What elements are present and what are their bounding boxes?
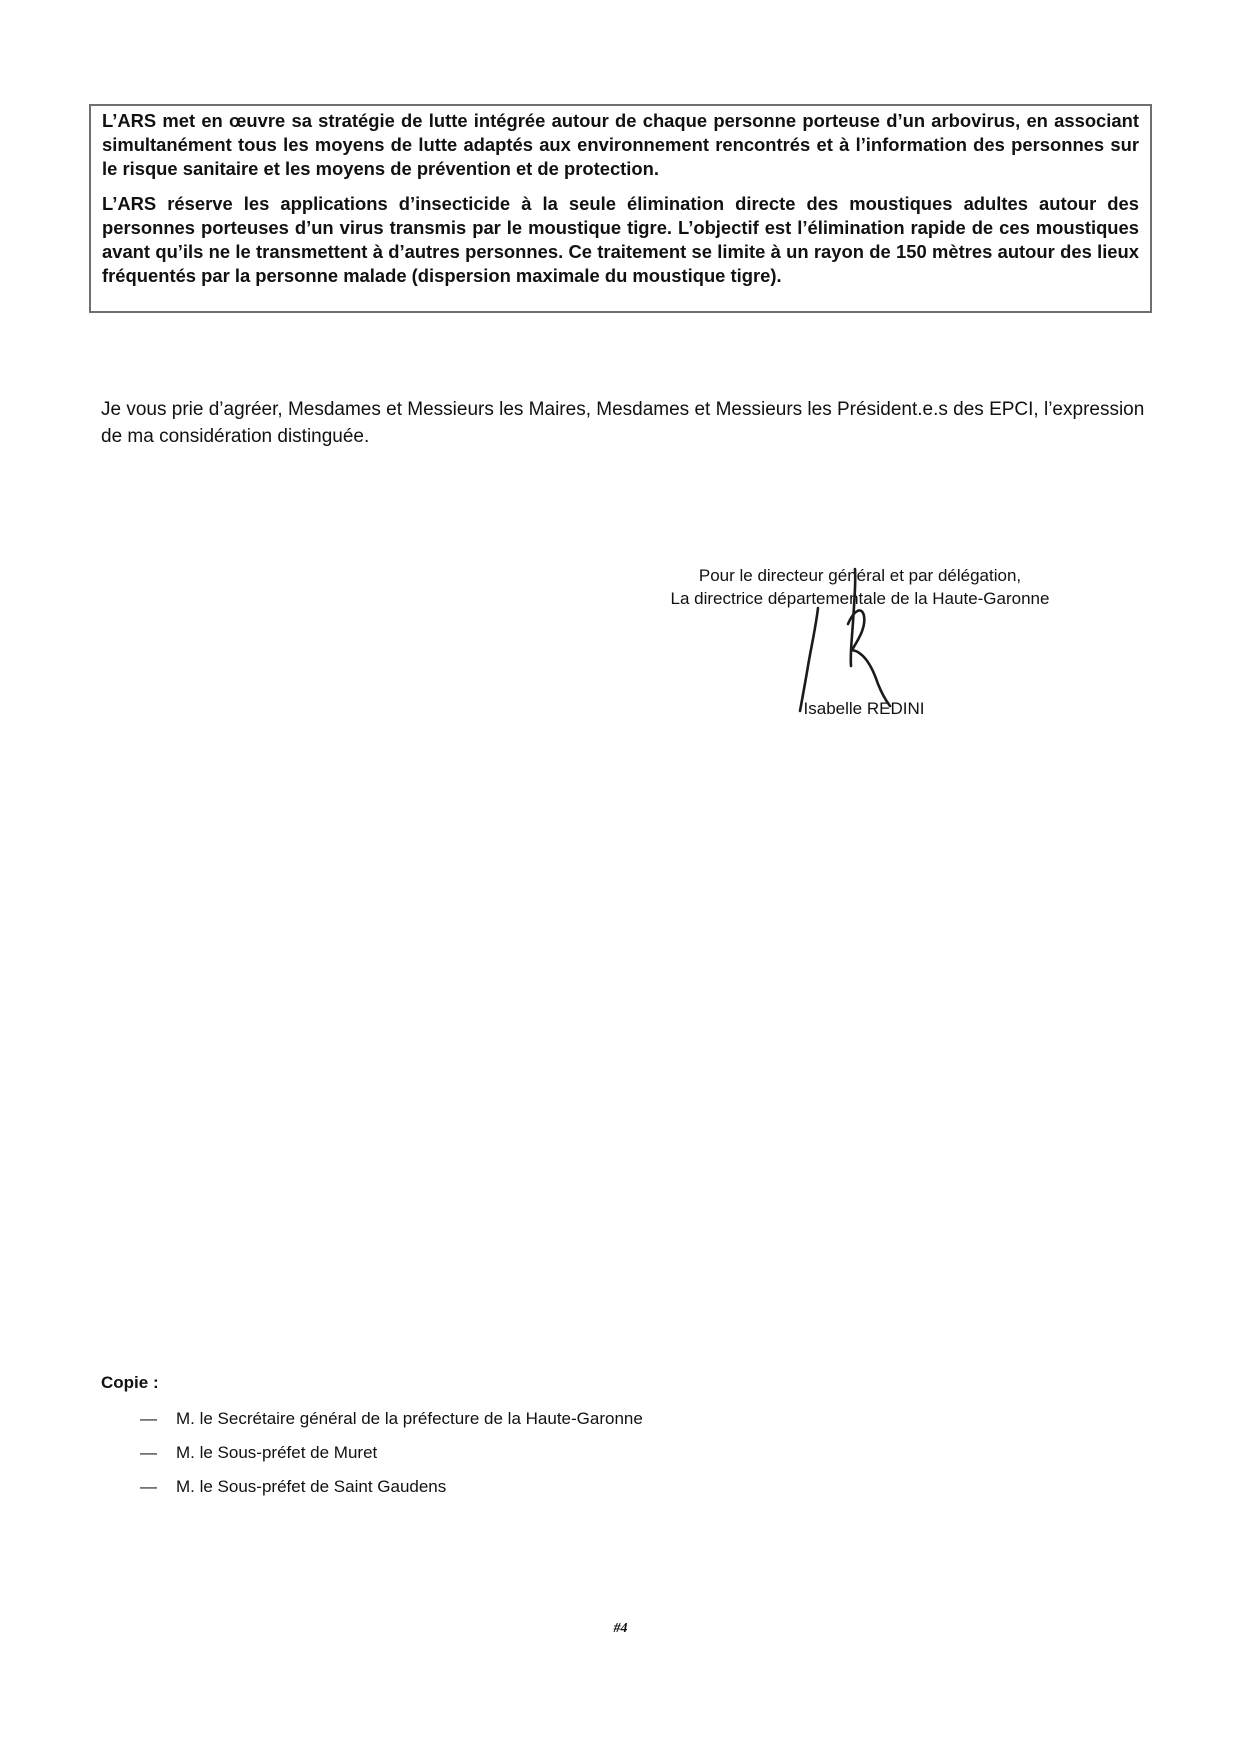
signature-block — [600, 564, 1120, 610]
signature-title-line: La directrice départementale de la Haute-Garonne — [670, 589, 1050, 608]
signatory-name: Isabelle REDINI — [803, 699, 925, 718]
box-paragraph-strategy: L’ARS met en œuvre sa stratégie de lutte intégrée autour de chaque personne porteuse d’un arbovirus, en associant simultanément tous les moyens de lutte adaptés aux environnement rencontrés et à l’information des personnes sur le risque sanitaire et les moyens de prévention et de protection. — [102, 110, 1139, 179]
page-number: #4 — [613, 1621, 628, 1636]
box-paragraph-insecticide: L’ARS réserve les applications d’insecticide à la seule élimination directe des moustiques adultes autour des personnes porteuses d’un virus transmis par le moustique tigre. L’objectif est l’élimination rapide de ces moustiques avant qu’ils ne le transmettent à d’autres personnes. Ce traitement se limite à un rayon de 150 mètres autour des lieux fréquentés par la personne malade (dispersion maximale du moustique tigre). — [102, 193, 1139, 286]
list-item — [140, 1402, 643, 1436]
copies-list — [140, 1402, 643, 1504]
dash-bullet: — — [140, 1443, 157, 1462]
dash-bullet: — — [140, 1409, 157, 1428]
list-item — [140, 1436, 643, 1470]
list-item — [140, 1470, 643, 1504]
copy-recipient: M. le Sous-préfet de Saint Gaudens — [176, 1477, 447, 1496]
copies-title: Copie : — [101, 1373, 159, 1392]
highlight-box — [89, 104, 1152, 313]
closing-formula: Je vous prie d’agréer, Mesdames et Messieurs les Maires, Mesdames et Messieurs les Président.e.s des EPCI, l’expression de ma considération distinguée. — [101, 399, 1145, 447]
signature-delegation-line: Pour le directeur général et par délégation, — [698, 566, 1022, 585]
copy-recipient: M. le Sous-préfet de Muret — [176, 1443, 378, 1462]
dash-bullet: — — [140, 1477, 157, 1496]
copy-recipient: M. le Secrétaire général de la préfecture de la Haute-Garonne — [176, 1409, 643, 1428]
